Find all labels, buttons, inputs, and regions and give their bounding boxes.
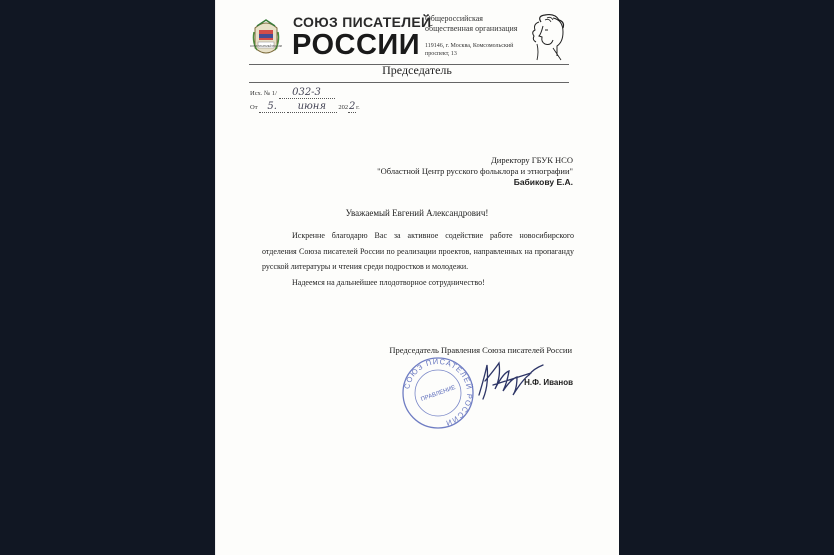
svg-text:СОЮЗ ПИСАТЕЛЕЙ РОССИИ: СОЮЗ ПИСАТЕЛЕЙ РОССИИ	[249, 45, 283, 48]
scan-edge-line	[215, 0, 216, 555]
recipient-organization: "Областной Центр русского фольклора и этнографии"	[377, 166, 573, 176]
org-name-line1: СОЮЗ ПИСАТЕЛЕЙ	[293, 14, 432, 30]
body-paragraph-1: Искренне благодарю Вас за активное содействие работе новосибирского отделения Союза писателей России по реализации проектов, направленных на пропаганду русской литературы и чтения среди подростков и молодежи.	[262, 231, 574, 271]
date-year-handwritten: 2	[348, 101, 356, 112]
pushkin-portrait-icon	[523, 12, 571, 62]
date-year-suffix: г.	[356, 104, 360, 111]
svg-text:ПРАВЛЕНИЕ: ПРАВЛЕНИЕ	[420, 384, 457, 403]
greeting: Уважаемый Евгений Александрович!	[345, 208, 489, 218]
union-emblem-logo	[249, 18, 283, 58]
letter-body	[262, 228, 574, 290]
header-divider-bottom	[249, 82, 569, 83]
outgoing-number	[250, 87, 335, 99]
date-label: От	[250, 104, 258, 111]
outgoing-number-handwritten: 032-3	[279, 87, 335, 99]
official-stamp	[400, 355, 476, 431]
org-type: Общероссийская общественная организация	[425, 14, 518, 33]
recipient-block	[273, 155, 573, 188]
recipient-name: Бабикову Е.А.	[513, 177, 573, 187]
org-name-line2: РОССИИ	[292, 29, 421, 61]
date-year-prefix: 202	[338, 104, 349, 111]
outgoing-number-label: Исх. №	[250, 90, 271, 97]
signatory-name: Н.Ф. Иванов	[524, 378, 573, 387]
date-day-handwritten: 5.	[259, 101, 285, 113]
svg-text:СОЮЗ ПИСАТЕЛЕЙ РОССИИ: СОЮЗ ПИСАТЕЛЕЙ РОССИИ	[402, 356, 475, 429]
signatory-title: Председатель Правления Союза писателей России	[389, 345, 572, 355]
document-page	[215, 0, 619, 555]
outgoing-number-prefix: 1/	[271, 90, 277, 97]
body-paragraph-2: Надеемся на дальнейшее плодотворное сотрудничество!	[292, 277, 485, 287]
letterhead-title: Председатель	[382, 63, 452, 77]
recipient-position: Директору ГБУК НСО	[490, 155, 573, 165]
letter-date	[250, 101, 360, 113]
org-address: 119146, г. Москва, Комсомольский проспект, 13	[425, 43, 514, 57]
date-month-handwritten: июня	[287, 101, 337, 113]
